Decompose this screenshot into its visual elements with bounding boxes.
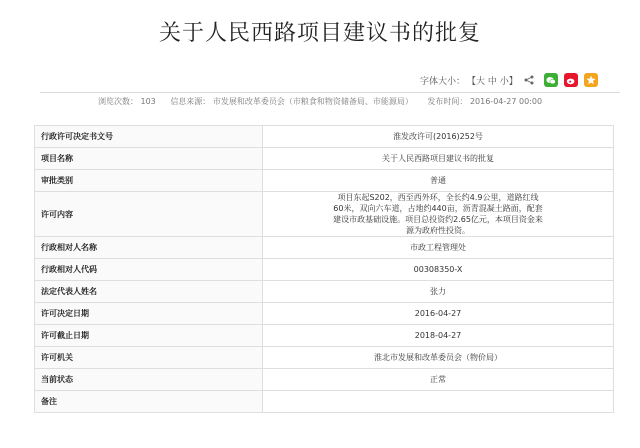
- qzone-icon[interactable]: [584, 73, 598, 87]
- row-value: 项目东起S202，西至西外环，全长约4.9公里，道路红线60米，双向六车道，占地约440亩，沥青混凝土路面，配套建设市政基础设施。项目总投资约2.65亿元，本项目资金来源为政府性投资。: [333, 193, 543, 235]
- row-key: 备注: [35, 391, 263, 413]
- row-value: 市政工程管理处: [263, 237, 614, 259]
- row-key: 法定代表人姓名: [35, 281, 263, 303]
- table-row: [35, 148, 614, 170]
- table-row: [35, 391, 614, 413]
- article-meta: [0, 96, 640, 107]
- table-row: [35, 369, 614, 391]
- row-value: 张力: [263, 281, 614, 303]
- page-title: 关于人民西路项目建议书的批复: [158, 21, 481, 46]
- wechat-icon[interactable]: [544, 73, 558, 87]
- table-row: [35, 281, 614, 303]
- row-key: 许可决定日期: [35, 303, 263, 325]
- row-key: 许可截止日期: [35, 325, 263, 347]
- weibo-icon[interactable]: [564, 73, 578, 87]
- table-row: [35, 325, 614, 347]
- row-key: 行政相对人名称: [35, 237, 263, 259]
- row-value: 淮北市发展和改革委员会（物价局）: [263, 347, 614, 369]
- row-value-cell: [263, 192, 614, 237]
- table-row: [35, 259, 614, 281]
- row-value: 00308350-X: [263, 259, 614, 281]
- row-key: 当前状态: [35, 369, 263, 391]
- row-key: 行政许可决定书文号: [35, 126, 263, 148]
- share-icon[interactable]: [524, 75, 534, 85]
- row-value: 普通: [263, 170, 614, 192]
- row-value: 关于人民西路项目建议书的批复: [263, 148, 614, 170]
- font-size-options[interactable]: 【大 中 小】: [467, 76, 518, 87]
- row-key: 行政相对人代码: [35, 259, 263, 281]
- table-row: [35, 237, 614, 259]
- table-row: [35, 170, 614, 192]
- view-count: 浏览次数： 103: [97, 97, 156, 106]
- table-row: [35, 126, 614, 148]
- row-value: 2016-04-27: [263, 303, 614, 325]
- font-size-label: 字体大小：: [420, 76, 466, 87]
- row-key: 许可机关: [35, 347, 263, 369]
- row-key: 审批类别: [35, 170, 263, 192]
- row-value: 淮发改许可(2016)252号: [263, 126, 614, 148]
- table-row: [35, 192, 614, 237]
- row-value: [263, 391, 614, 413]
- permit-info-table: [34, 125, 614, 413]
- font-size-bar: [420, 71, 620, 89]
- row-value: 正常: [263, 369, 614, 391]
- row-key: 许可内容: [35, 192, 263, 237]
- table-row: [35, 347, 614, 369]
- table-row: [35, 303, 614, 325]
- row-key: 项目名称: [35, 148, 263, 170]
- row-value: 2018-04-27: [263, 325, 614, 347]
- info-source: 信息来源： 市发展和改革委员会（市粮食和物资储备局、市能源局）: [170, 97, 413, 106]
- header-divider: [40, 92, 620, 93]
- publish-time: 发布时间： 2016-04-27 00:00: [427, 97, 543, 106]
